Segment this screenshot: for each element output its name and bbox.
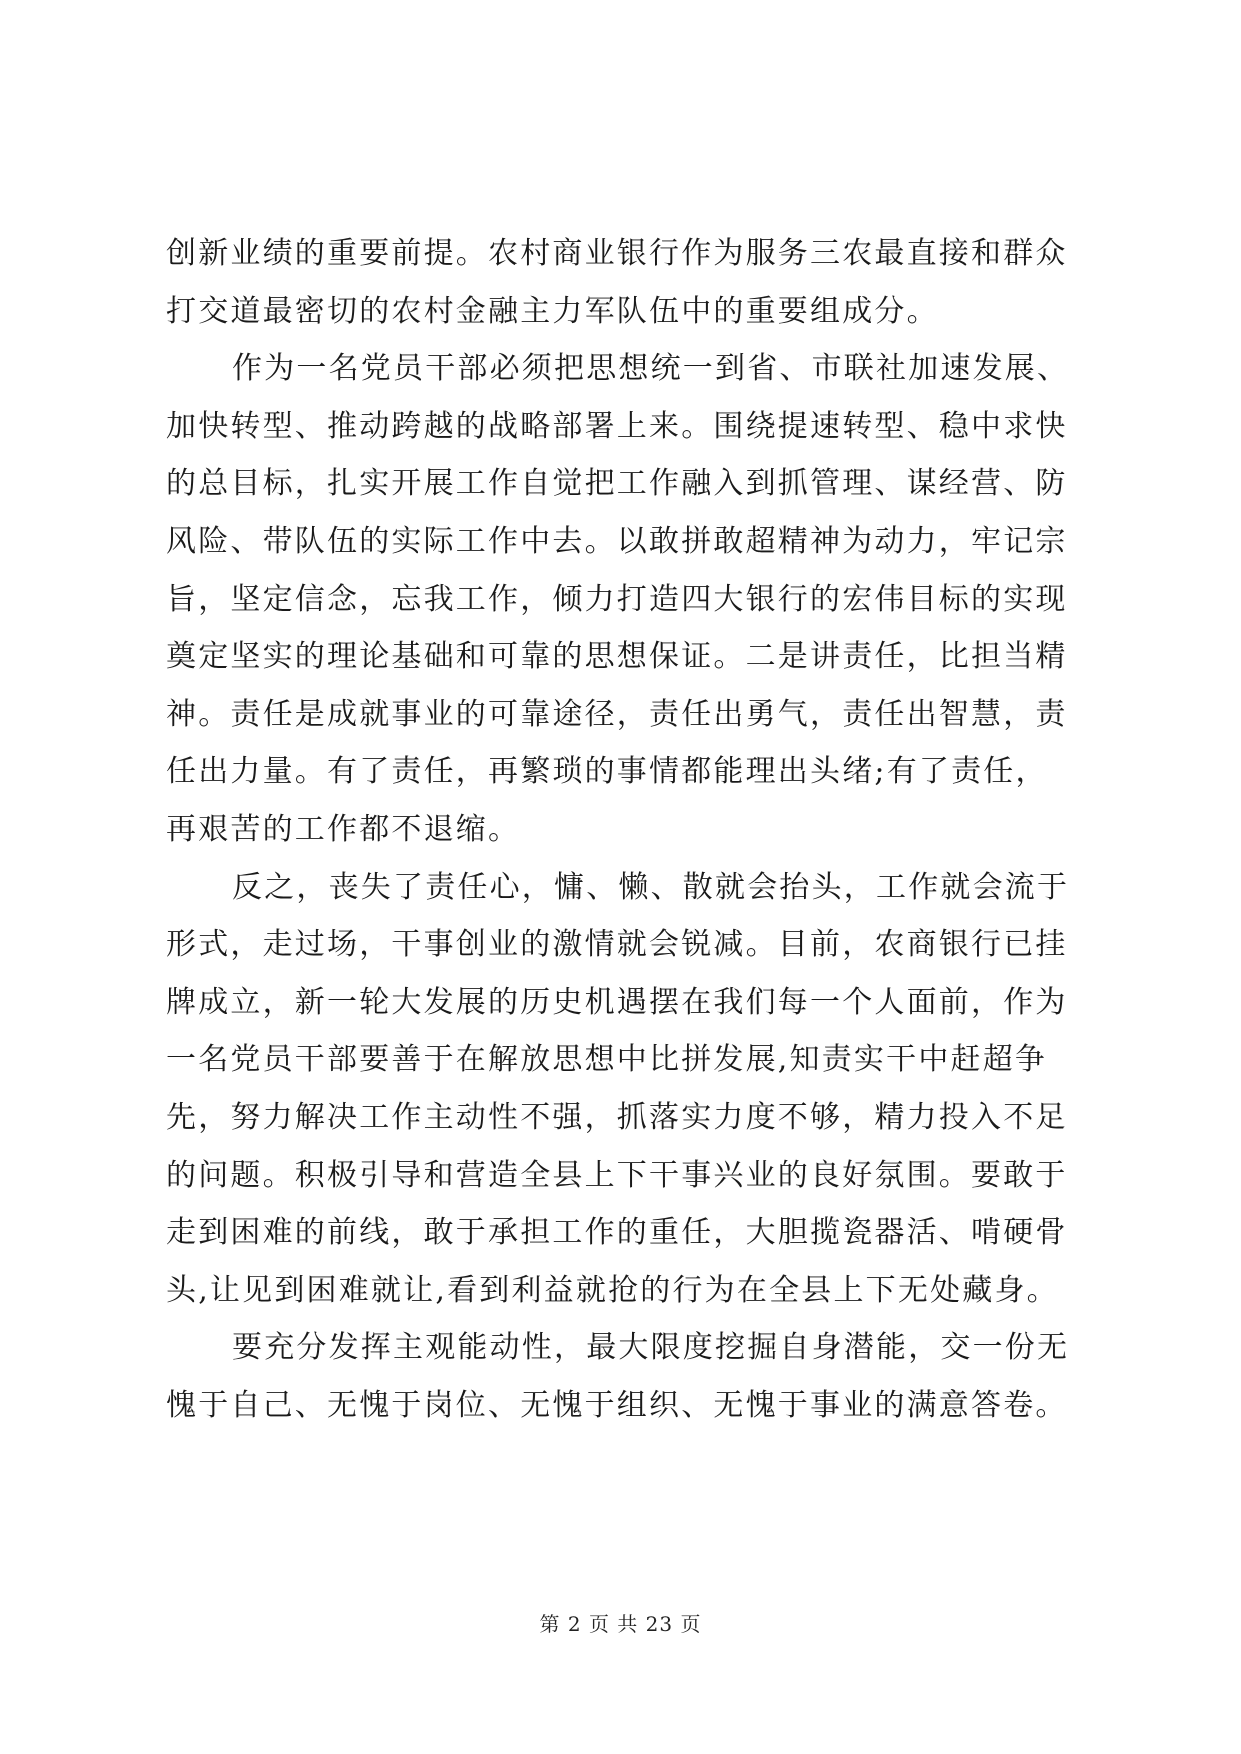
body-text — [166, 225, 1086, 1434]
text-line: 风险、带队伍的实际工作中去。以敢拼敢超精神为动力，牢记宗 — [166, 523, 1068, 559]
text-line: 作为一名党员干部必须把思想统一到省、市联社加速发展、 — [232, 351, 1070, 387]
text-line: 形式，走过场，干事创业的激情就会锐减。目前，农商银行已挂 — [166, 927, 1068, 963]
text-line: 的问题。积极引导和营造全县上下干事兴业的良好氛围。要敢于 — [166, 1157, 1068, 1193]
text-line: 愧于自己、无愧于岗位、无愧于组织、无愧于事业的满意答卷。 — [166, 1387, 1068, 1423]
text-line: 头,让见到困难就让,看到利益就抢的行为在全县上下无处藏身。 — [166, 1272, 1059, 1308]
text-line: 的总目标，扎实开展工作自觉把工作融入到抓管理、谋经营、防 — [166, 466, 1068, 502]
text-line: 再艰苦的工作都不退缩。 — [166, 811, 521, 847]
text-line: 反之，丧失了责任心，慵、懒、散就会抬头，工作就会流于 — [232, 869, 1070, 905]
text-line: 任出力量。有了责任，再繁琐的事情都能理出头绪;有了责任， — [166, 754, 1048, 790]
page-number-footer: 第 2 页 共 23 页 — [539, 1612, 702, 1636]
text-line: 先，努力解决工作主动性不强，抓落实力度不够，精力投入不足 — [166, 1099, 1068, 1135]
text-line: 奠定坚实的理论基础和可靠的思想保证。二是讲责任，比担当精 — [166, 639, 1068, 675]
text-line: 旨，坚定信念，忘我工作，倾力打造四大银行的宏伟目标的实现 — [166, 581, 1068, 617]
text-line: 神。责任是成就事业的可靠途径，责任出勇气，责任出智慧，责 — [166, 696, 1068, 732]
text-line: 加快转型、推动跨越的战略部署上来。围绕提速转型、稳中求快 — [166, 408, 1068, 444]
text-line: 打交道最密切的农村金融主力军队伍中的重要组成分。 — [166, 293, 939, 329]
text-line: 创新业绩的重要前提。农村商业银行作为服务三农最直接和群众 — [166, 236, 1068, 271]
text-line: 要充分发挥主观能动性，最大限度挖掘自身潜能，交一份无 — [232, 1330, 1070, 1366]
text-line: 一名党员干部要善于在解放思想中比拼发展,知责实干中赶超争 — [166, 1042, 1048, 1078]
text-line: 牌成立，新一轮大发展的历史机遇摆在我们每一个人面前，作为 — [166, 984, 1068, 1020]
text-line: 走到困难的前线，敢于承担工作的重任，大胆揽瓷器活、啃硬骨 — [166, 1215, 1068, 1251]
